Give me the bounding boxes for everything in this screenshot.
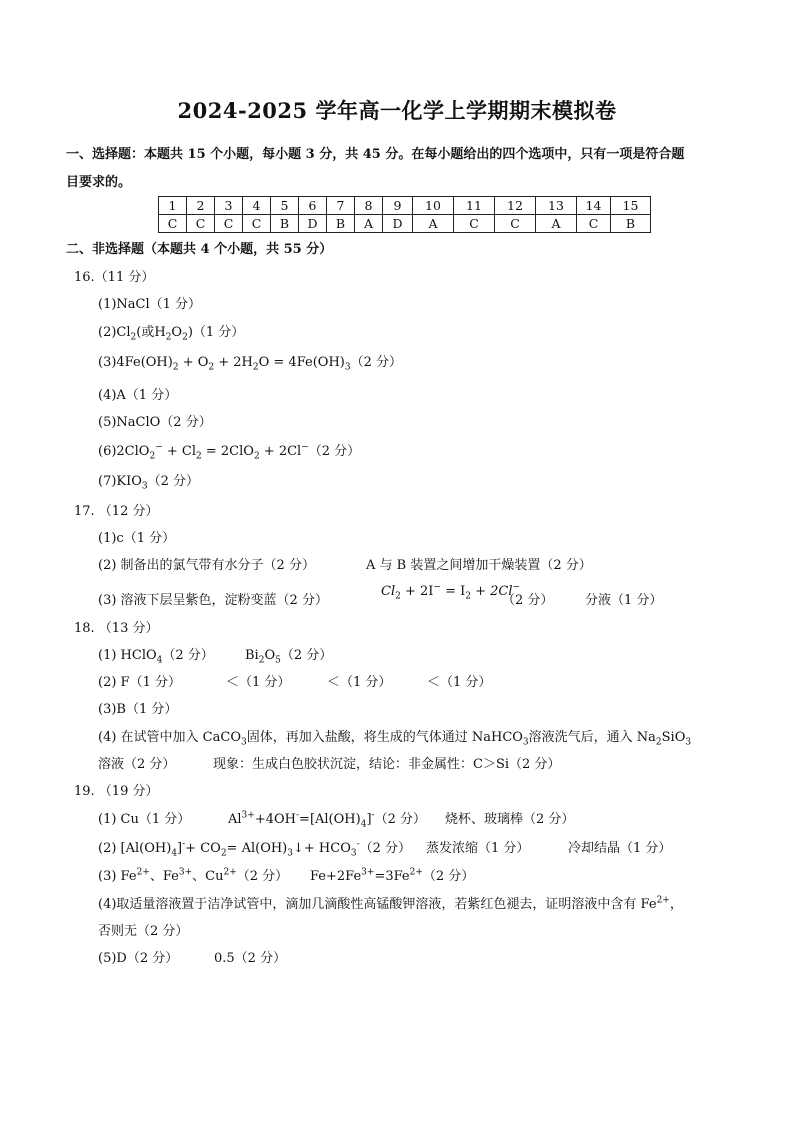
q17-answer-1: (1)c（1 分） <box>98 531 176 546</box>
answer-cell: A <box>536 215 577 233</box>
question-number-cell: 8 <box>355 197 383 215</box>
q19-answer-3a: (3) $Fe^{2+}$、$Fe^{3+}$、$Cu^{2+}(2$ 分） <box>98 867 289 884</box>
q17-answer-3b: （2 分） <box>502 593 554 608</box>
q16-answer-7: $(7)KIO_3(2$ 分） <box>98 474 200 492</box>
q19-answer-2a: (2) $[Al(OH)_4]^-+ CO_2=$ $Al(OH)_3↓+ HCO_3^-(2$ 分） <box>98 839 412 859</box>
question-number-cell: 4 <box>243 197 271 215</box>
q16-answer-1: (1)NaCl（1 分） <box>98 297 202 312</box>
q18-answer-2b: ＜（1 分） <box>226 675 291 690</box>
question-number-cell: 6 <box>299 197 327 215</box>
answer-cell: D <box>383 215 413 233</box>
answer-table <box>158 196 651 233</box>
q16-header: 16.（11 分） <box>74 270 155 285</box>
answer-cell: D <box>299 215 327 233</box>
q16-answer-4: (4)A（1 分） <box>98 388 178 403</box>
answer-cell: B <box>271 215 299 233</box>
q18-answer-1b: $Bi_2O_5(2$ 分） <box>245 648 333 666</box>
question-number-cell: 11 <box>454 197 495 215</box>
q19-header: 19. （19 分） <box>74 784 159 799</box>
q19-answer-1b: $Al^{3+}+4OH^-=[Al(OH)_4]^-(2$ 分） <box>228 810 426 830</box>
answer-table-numbers <box>159 197 651 215</box>
q18-answer-2c: ＜（1 分） <box>327 675 392 690</box>
q19-answer-1a: (1) Cu（1 分） <box>98 812 191 827</box>
answer-cell: A <box>355 215 383 233</box>
q18-header: 18. （13 分） <box>74 621 159 636</box>
q17-equation: $Cl_2 + 2I^- = I_2 + 2Cl^-$ <box>381 582 521 602</box>
page-title: 2024-2025 学年高一化学上学期期末模拟卷 <box>177 98 617 123</box>
answer-cell: A <box>413 215 454 233</box>
q16-answer-6: $(6)2ClO_2^- + Cl_2 = 2ClO_2 + 2Cl^-(2$ 分） <box>98 442 361 462</box>
question-number-cell: 12 <box>495 197 536 215</box>
answer-cell: B <box>611 215 651 233</box>
q18-answer-4-line1: (4) 在试管中加入 CaCO$_3$固体，再加入盐酸，将生成的气体通过 NaHCO$_3$溶液洗气后，通入 $Na_2SiO_3$ <box>98 730 692 748</box>
q19-answer-4-line1: (4)取适量溶液置于洁净试管中，滴加几滴酸性高锰酸钾溶液，若紫红色褪去，证明溶液中含有 $Fe^{2+}$， <box>98 895 683 912</box>
question-number-cell: 5 <box>271 197 299 215</box>
q17-answer-2b: A 与 B 装置之间增加干燥装置（2 分） <box>366 558 592 573</box>
question-number-cell: 2 <box>187 197 215 215</box>
section1-heading-cont: 目要求的。 <box>66 175 132 190</box>
q17-answer-3a: (3) 溶液下层呈紫色，淀粉变蓝（2 分） <box>98 593 328 608</box>
answer-cell: C <box>495 215 536 233</box>
question-number-cell: 9 <box>383 197 413 215</box>
q19-answer-2c: 冷却结晶（1 分） <box>568 841 672 856</box>
q19-answer-1c: 烧杯、玻璃棒（2 分） <box>445 812 575 827</box>
q19-answer-5b: 0.5（2 分） <box>214 951 287 966</box>
q18-answer-1a: (1) HClO$_4$（2 分） <box>98 648 214 666</box>
q18-answer-2a: (2) F（1 分） <box>98 675 181 690</box>
q19-answer-2b: 蒸发浓缩（1 分） <box>426 841 530 856</box>
answer-table-answers <box>159 215 651 233</box>
answer-cell: C <box>159 215 187 233</box>
q18-answer-4-line2a: 溶液（2 分） <box>98 757 176 772</box>
question-number-cell: 7 <box>327 197 355 215</box>
question-number-cell: 10 <box>413 197 454 215</box>
q16-answer-3: $(3)4Fe(OH)_2 + O_2 + 2H_2O = 4Fe(OH)_3(2$ 分） <box>98 355 402 373</box>
answer-cell: C <box>454 215 495 233</box>
q19-answer-5a: (5)D（2 分） <box>98 951 179 966</box>
q18-answer-3: (3)B（1 分） <box>98 702 178 717</box>
section2-heading: 二、非选择题（本题共 4 个小题，共 55 分） <box>66 242 333 257</box>
answer-cell: C <box>215 215 243 233</box>
q17-answer-3c: 分液（1 分） <box>585 593 663 608</box>
question-number-cell: 15 <box>611 197 651 215</box>
question-number-cell: 13 <box>536 197 577 215</box>
answer-cell: C <box>187 215 215 233</box>
q18-answer-2d: ＜（1 分） <box>427 675 492 690</box>
q19-answer-4-line2: 否则无（2 分） <box>98 924 189 939</box>
q16-answer-2: $(2)Cl_2$(或$H_2O_2)(1$ 分） <box>98 325 245 343</box>
section1-heading: 一、选择题：本题共 15 个小题，每小题 3 分，共 45 分。在每小题给出的四个选项中，只有一项是符合题 <box>66 147 685 162</box>
question-number-cell: 1 <box>159 197 187 215</box>
q18-answer-4-line2b: 现象：生成白色胶状沉淀，结论：非金属性：C＞Si（2 分） <box>213 757 561 772</box>
q19-answer-3b: $Fe+2Fe^{3+}=3Fe^{2+}(2$ 分） <box>310 867 475 884</box>
question-number-cell: 3 <box>215 197 243 215</box>
question-number-cell: 14 <box>577 197 611 215</box>
q17-answer-2a: (2) 制备出的氯气带有水分子（2 分） <box>98 558 315 573</box>
q16-answer-5: (5)NaClO（2 分） <box>98 415 212 430</box>
answer-cell: C <box>243 215 271 233</box>
answer-cell: C <box>577 215 611 233</box>
q17-header: 17. （12 分） <box>74 504 159 519</box>
answer-cell: B <box>327 215 355 233</box>
